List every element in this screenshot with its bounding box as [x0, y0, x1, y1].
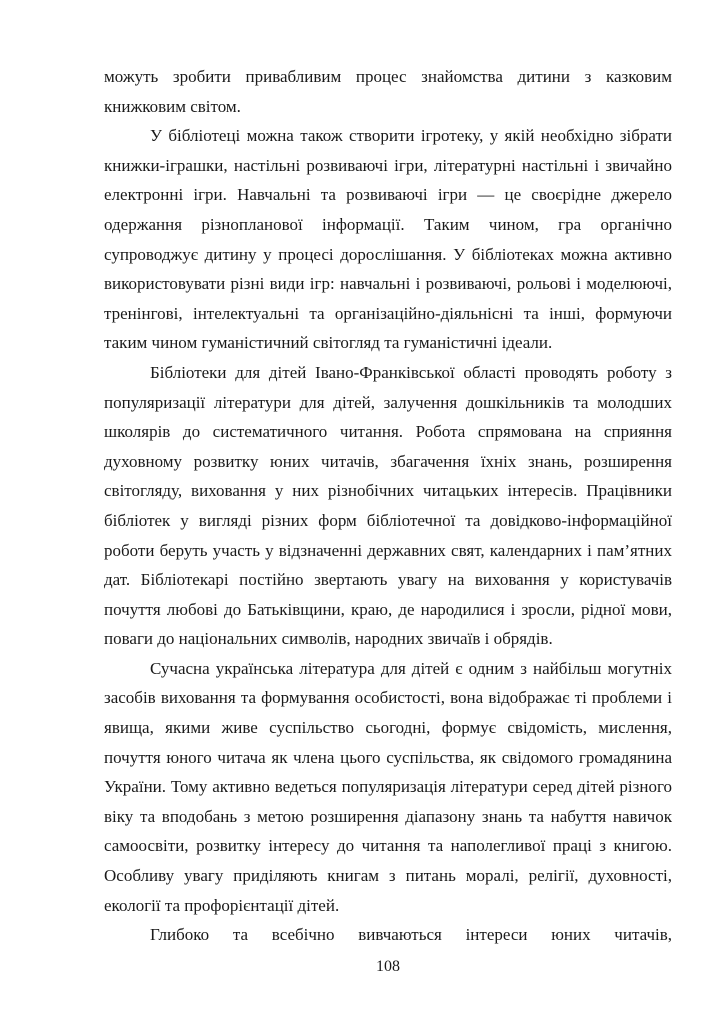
- paragraph-modern-literature: Сучасна українська література для дітей є одним з найбільш могутніх засобів виховання та формування особистості, вона відображає ті проблеми і явища, якими живе суспільство сьогодні, формує свідомість, мислення, почуття юного читача як члена цього суспільства, як свідомого громадянина України. Тому активно ведеться популяризація літератури серед дітей різного віку та вподобань з метою розширення діапазону знань та набуття навичок самоосвіти, розвитку інтересу до читання та наполегливої праці з книгою. Особливу увагу приділяють книгам з питань моралі, релігії, духовності, екології та профорієнтації дітей.: [104, 658, 672, 915]
- paragraph-reader-interests: Глибоко та всебічно вивчаються інтереси юних читачів,: [150, 925, 672, 945]
- page-number: 108: [376, 958, 400, 975]
- document-page: [104, 62, 672, 950]
- paragraph-game-library: У бібліотеці можна також створити ігротеку, у якій необхідно зібрати книжки-іграшки, настільні розвиваючі ігри, літературні настільні і звичайно електронні ігри. Навчальні та розвиваючі ігри — це своєрідне джерело одержання різнопланової інформації. Таким чином, гра органічно супроводжує дитину у процесі дорослішання. У бібліотеках можна активно використовувати різні види ігр: навчальні і розвиваючі, рольові і моделюючі, тренінгові, інтелектуальні та організаційно-діяльнісні та інші, формуючи таким чином гуманістичний світогляд та гуманістичні ідеали.: [104, 126, 672, 353]
- paragraph-continuation: можуть зробити привабливим процес знайомства дитини з казковим книжковим світом.: [104, 67, 672, 116]
- paragraph-ivano-frankivsk-libraries: Бібліотеки для дітей Івано-Франківської області проводять роботу з популяризації літератури для дітей, залучення дошкільників та молодших школярів до систематичного читання. Робота спрямована на сприяння духовному розвитку юних читачів, збагачення їхніх знань, розширення світогляду, виховання у них різнобічних читацьких інтересів. Працівники бібліотек у вигляді різних форм бібліотечної та довідково-інформаційної роботи беруть участь у відзначенні державних свят, календарних і пам’ятних дат. Бібліотекарі постійно звертають увагу на виховання у користувачів почуття любові до Батьківщини, краю, де народилися і зросли, рідної мови, поваги до національних символів, народних звичаїв і обрядів.: [104, 362, 672, 649]
